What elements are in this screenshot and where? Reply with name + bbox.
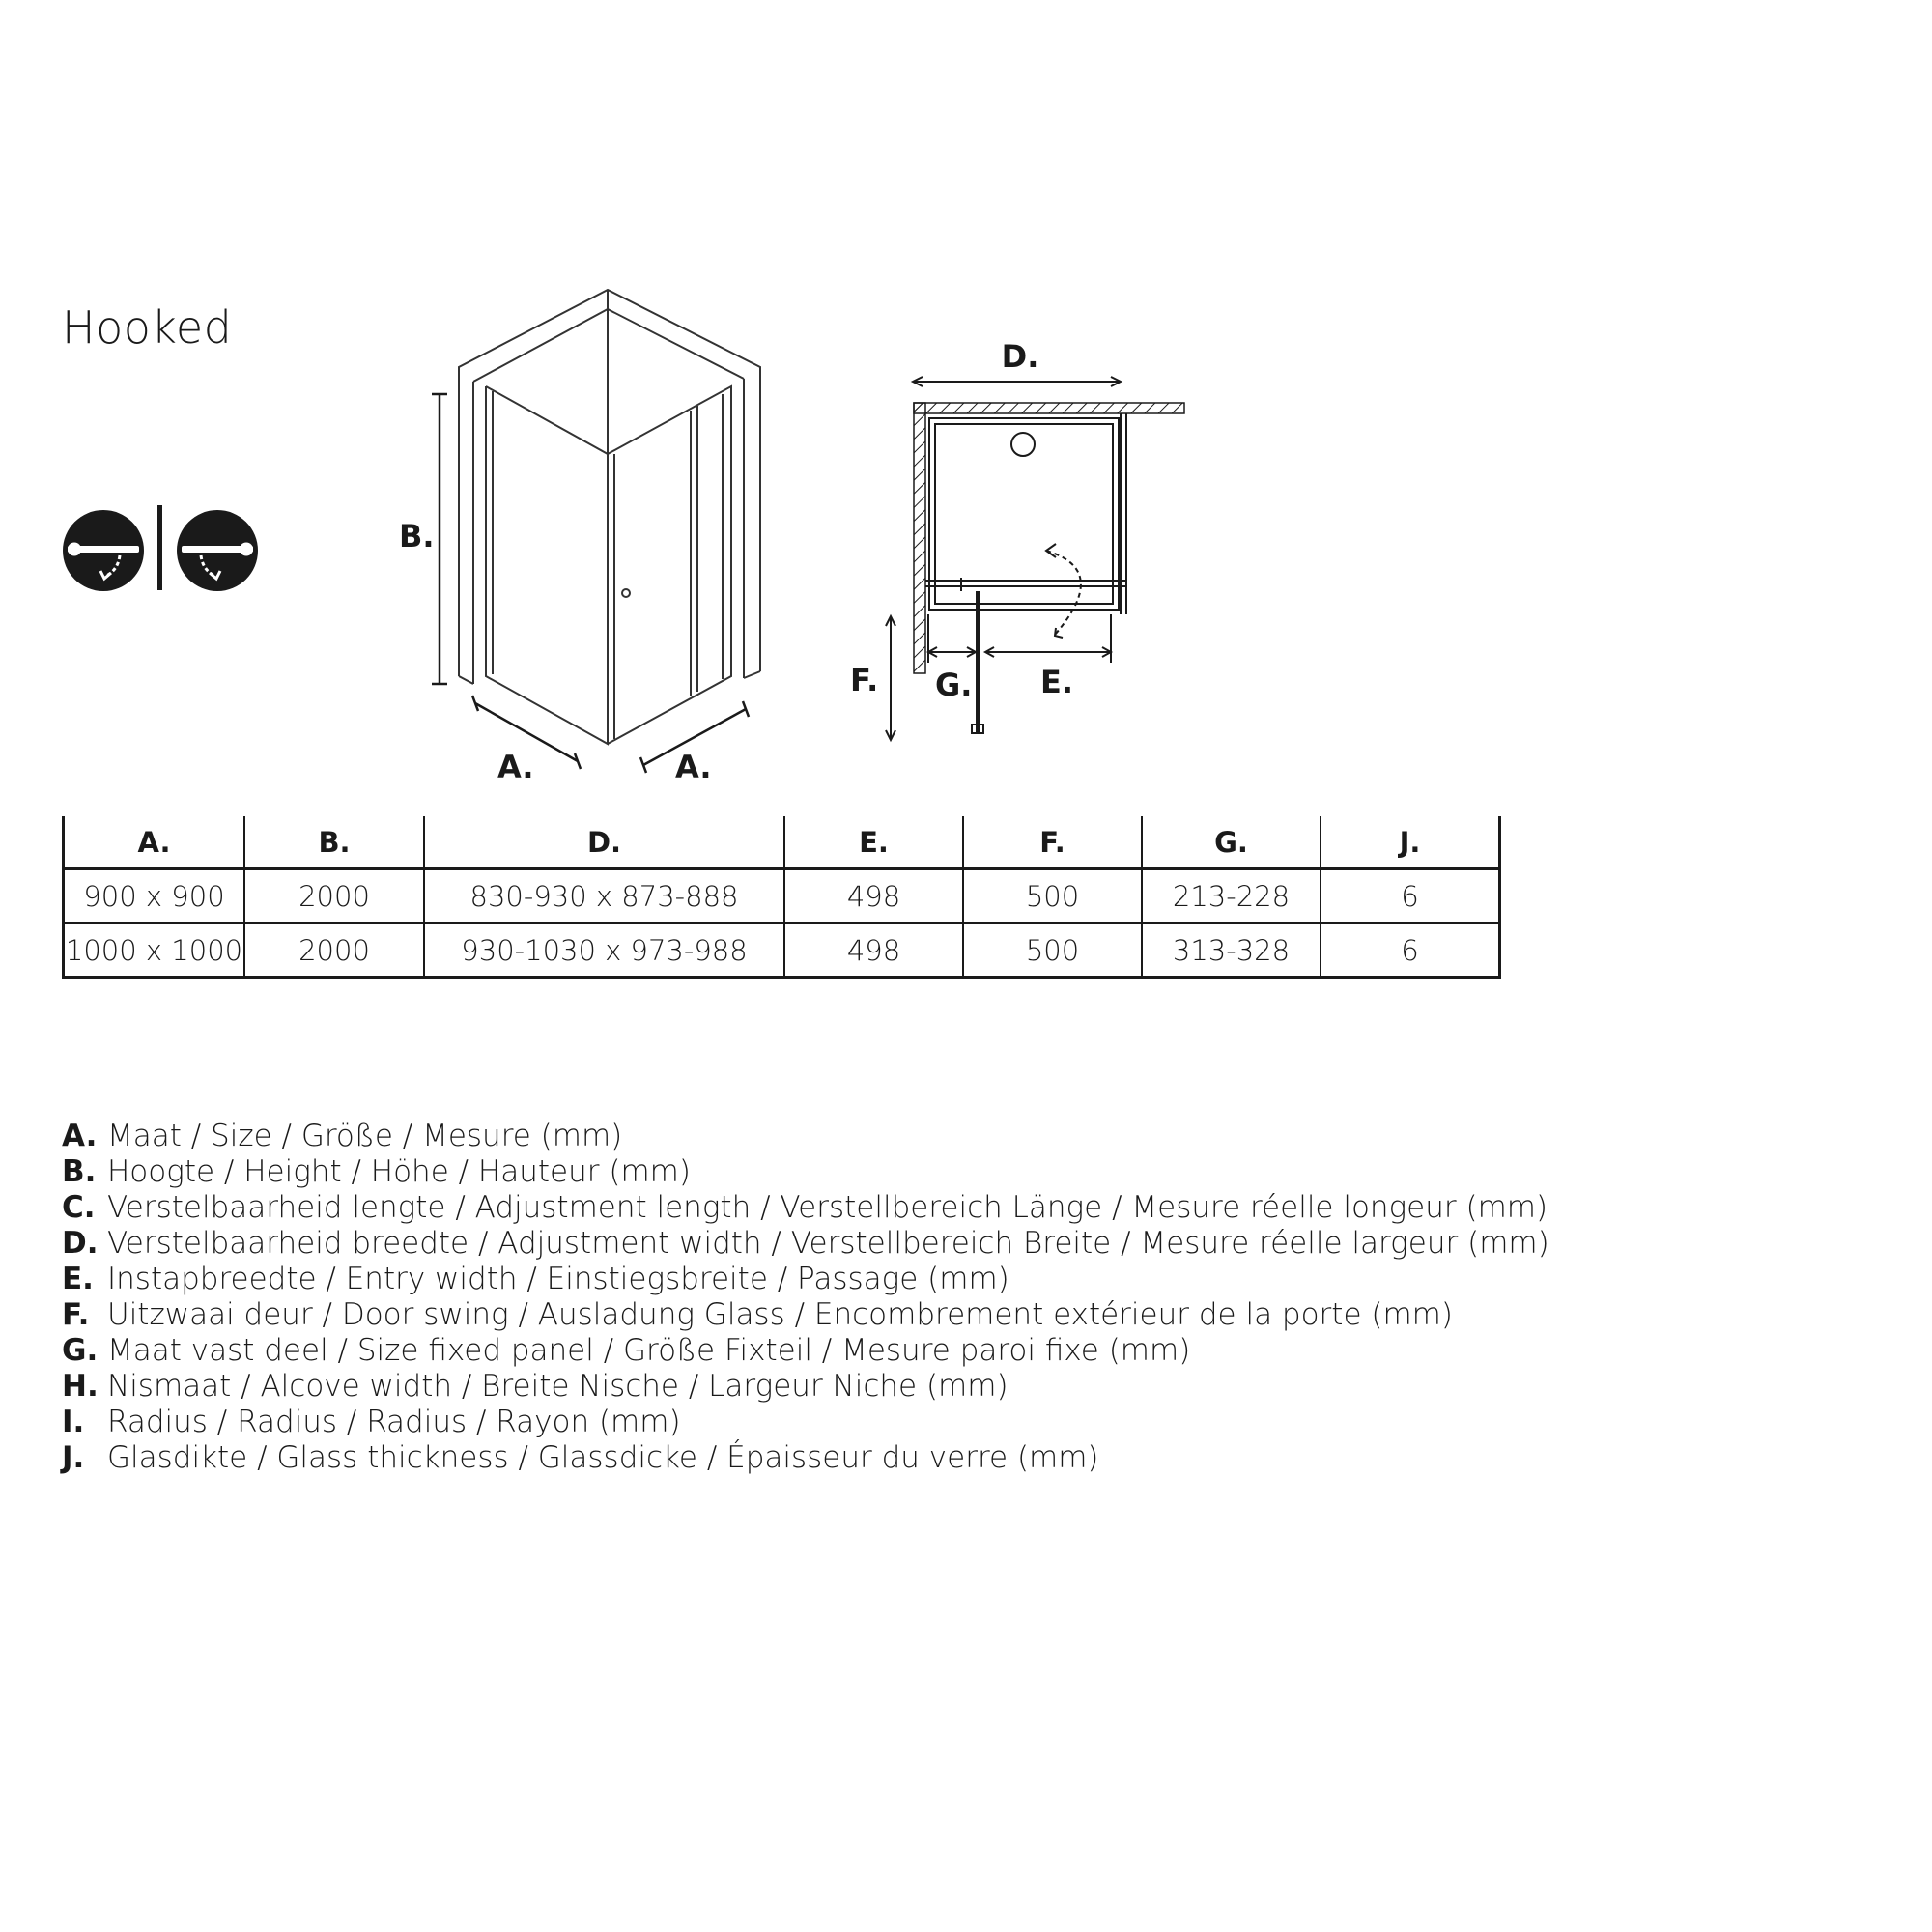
col-header-e: E. — [784, 816, 963, 869]
legend-key: H. — [62, 1369, 99, 1404]
table-row — [64, 923, 1500, 978]
label-a-right: A. — [675, 749, 712, 782]
isometric-enclosure-diagram — [386, 280, 792, 782]
legend-key: G. — [62, 1333, 99, 1368]
label-f: F. — [850, 662, 879, 698]
cell-adjustment-width: 830-930 x 873-888 — [424, 869, 784, 923]
legend-item — [62, 1369, 1549, 1405]
col-header-g: G. — [1142, 816, 1321, 869]
legend-item — [62, 1262, 1549, 1297]
legend-text: Radius / Radius / Radius / Rayon (mm) — [107, 1405, 681, 1439]
cell-height: 2000 — [244, 869, 424, 923]
spec-table — [62, 816, 1501, 979]
legend-item — [62, 1440, 1549, 1476]
product-title: Hooked — [62, 301, 233, 354]
legend-item — [62, 1119, 1549, 1154]
table-row — [64, 869, 1500, 923]
legend-item — [62, 1405, 1549, 1440]
label-b: B. — [399, 518, 435, 554]
legend-text: Instapbreedte / Entry width / Einstiegsbreite / Passage (mm) — [107, 1262, 1009, 1296]
legend-item — [62, 1190, 1549, 1226]
table-header-row — [64, 816, 1500, 869]
icon-divider — [157, 505, 162, 590]
label-e: E. — [1040, 664, 1074, 700]
legend-key: J. — [62, 1440, 85, 1475]
col-header-d: D. — [424, 816, 784, 869]
legend-key: A. — [62, 1119, 98, 1153]
cell-glass-thickness: 6 — [1321, 869, 1500, 923]
legend-text: Maat vast deel / Size fixed panel / Größe Fixteil / Mesure paroi fixe (mm) — [107, 1333, 1191, 1368]
right-door-swing-icon — [174, 507, 261, 594]
legend-item — [62, 1333, 1549, 1369]
col-header-f: F. — [963, 816, 1142, 869]
left-door-swing-icon — [60, 507, 147, 594]
legend-key: I. — [62, 1405, 85, 1439]
cell-door-swing: 500 — [963, 869, 1142, 923]
legend-key: B. — [62, 1154, 97, 1189]
legend — [62, 1119, 1549, 1476]
legend-text: Maat / Size / Größe / Mesure (mm) — [107, 1119, 623, 1153]
legend-text: Glasdikte / Glass thickness / Glassdicke / Épaisseur du verre (mm) — [107, 1440, 1099, 1475]
legend-key: E. — [62, 1262, 94, 1296]
label-g: G. — [935, 667, 973, 703]
legend-item — [62, 1226, 1549, 1262]
legend-text: Uitzwaai deur / Door swing / Ausladung Glass / Encombrement extérieur de la porte (mm) — [107, 1297, 1453, 1332]
col-header-b: B. — [244, 816, 424, 869]
col-header-a: A. — [64, 816, 245, 869]
legend-key: F. — [62, 1297, 90, 1332]
cell-entry-width: 498 — [784, 923, 963, 978]
label-d: D. — [1001, 338, 1039, 375]
cell-door-swing: 500 — [963, 923, 1142, 978]
plan-view-diagram — [831, 328, 1217, 753]
legend-key: D. — [62, 1226, 99, 1261]
cell-fixed-panel: 213-228 — [1142, 869, 1321, 923]
legend-item — [62, 1297, 1549, 1333]
col-header-j: J. — [1321, 816, 1500, 869]
legend-key: C. — [62, 1190, 96, 1225]
legend-text: Verstelbaarheid breedte / Adjustment width / Verstellbereich Breite / Mesure réelle largeur (mm) — [107, 1226, 1549, 1261]
label-a-left: A. — [497, 749, 534, 782]
cell-entry-width: 498 — [784, 869, 963, 923]
legend-item — [62, 1154, 1549, 1190]
cell-height: 2000 — [244, 923, 424, 978]
cell-size: 1000 x 1000 — [64, 923, 245, 978]
cell-size: 900 x 900 — [64, 869, 245, 923]
cell-glass-thickness: 6 — [1321, 923, 1500, 978]
legend-text: Nismaat / Alcove width / Breite Nische / Largeur Niche (mm) — [107, 1369, 1009, 1404]
cell-fixed-panel: 313-328 — [1142, 923, 1321, 978]
cell-adjustment-width: 930-1030 x 973-988 — [424, 923, 784, 978]
legend-text: Verstelbaarheid lengte / Adjustment length / Verstellbereich Länge / Mesure réelle longeur (mm) — [107, 1190, 1548, 1225]
legend-text: Hoogte / Height / Höhe / Hauteur (mm) — [107, 1154, 691, 1189]
